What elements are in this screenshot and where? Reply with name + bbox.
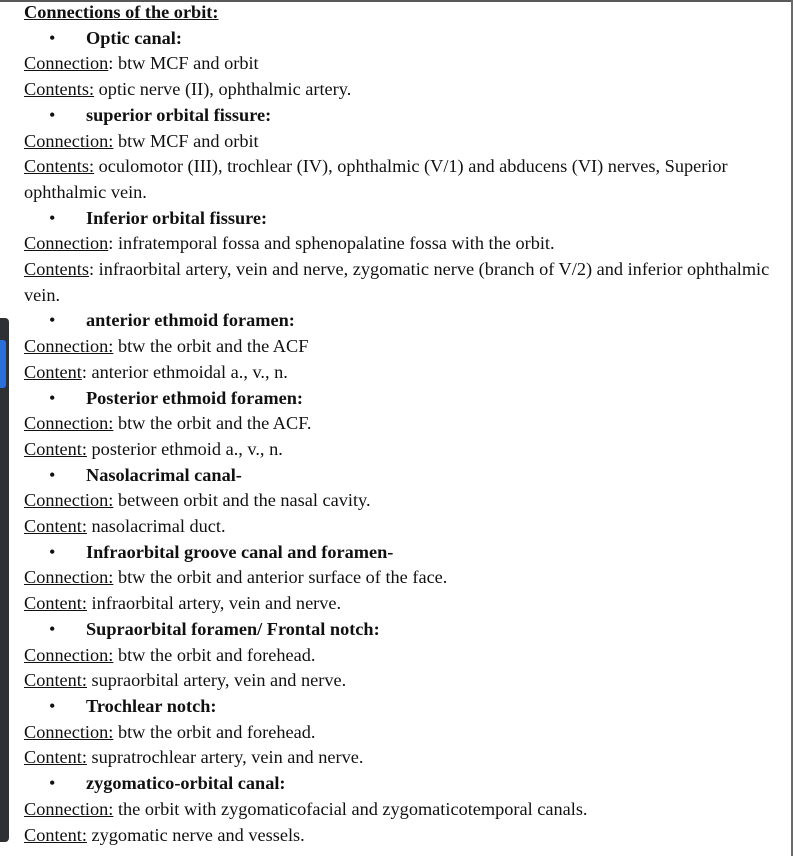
item-title-text: superior orbital fissure:: [86, 104, 272, 125]
connection-text: btw MCF and orbit: [113, 53, 259, 74]
connection-separator: :: [108, 53, 114, 74]
contents-line: [24, 745, 784, 771]
connection-line: [24, 488, 784, 514]
item-title-text: Inferior orbital fissure:: [86, 207, 268, 228]
bullet-icon: •: [49, 618, 56, 639]
connection-text: btw the orbit and the ACF.: [113, 413, 312, 434]
bullet-icon: •: [49, 695, 56, 716]
connection-label: Connection:: [24, 336, 114, 357]
connection-line: [24, 797, 784, 823]
bullet-icon: •: [49, 541, 56, 562]
item-title-text: Optic canal:: [86, 27, 182, 48]
item-title-text: Trochlear notch:: [86, 695, 217, 716]
contents-label: Content:: [24, 438, 87, 459]
contents-text: supraorbital artery, vein and nerve.: [86, 670, 347, 691]
list-item-title: [24, 617, 784, 643]
list-item-title: [24, 540, 784, 566]
connection-label: Connection:: [24, 413, 114, 434]
list-item-title: [24, 206, 784, 232]
contents-text: infraorbital artery, vein and nerve, zygomatic nerve (branch of V/2) and inferior ophthalmic vein.: [24, 259, 770, 305]
connection-line: [24, 643, 784, 669]
contents-line: [24, 77, 784, 103]
contents-label: Content:: [24, 747, 87, 768]
contents-line: [24, 360, 784, 386]
connection-label: Connection: [24, 53, 109, 74]
list-item-title: [24, 386, 784, 412]
connection-label: Connection:: [24, 644, 114, 665]
connection-text: btw the orbit and the ACF: [113, 336, 309, 357]
bullet-icon: •: [49, 27, 56, 48]
contents-label: Content:: [24, 516, 87, 537]
contents-label: Contents: [24, 259, 90, 280]
connection-line: [24, 129, 784, 155]
contents-line: [24, 154, 784, 205]
list-item-title: [24, 103, 784, 129]
bullet-icon: •: [49, 773, 56, 794]
list-item-title: [24, 26, 784, 52]
contents-text: optic nerve (II), ophthalmic artery.: [94, 79, 352, 100]
connection-text: btw the orbit and forehead.: [113, 644, 316, 665]
item-title-text: Supraorbital foramen/ Frontal notch:: [86, 618, 380, 639]
contents-text: nasolacrimal duct.: [86, 516, 226, 537]
contents-label: Content:: [24, 824, 87, 845]
connection-line: [24, 231, 784, 257]
contents-label: Contents:: [24, 156, 95, 177]
connection-text: between orbit and the nasal cavity.: [113, 490, 371, 511]
contents-label: Content:: [24, 593, 87, 614]
connection-text: btw the orbit and anterior surface of the face.: [113, 567, 448, 588]
document-body: [24, 0, 784, 848]
contents-line: [24, 591, 784, 617]
contents-text: supratrochlear artery, vein and nerve.: [86, 747, 364, 768]
connection-line: [24, 51, 784, 77]
contents-line: [24, 514, 784, 540]
item-title-text: zygomatico-orbital canal:: [86, 773, 286, 794]
contents-line: [24, 257, 784, 308]
connection-text: the orbit with zygomaticofacial and zygomaticotemporal canals.: [113, 798, 588, 819]
contents-line: [24, 437, 784, 463]
connection-line: [24, 411, 784, 437]
contents-text: infraorbital artery, vein and nerve.: [86, 593, 342, 614]
contents-separator: :: [89, 259, 95, 280]
connection-line: [24, 720, 784, 746]
contents-label: Content:: [24, 670, 87, 691]
connection-label: Connection:: [24, 567, 114, 588]
contents-line: [24, 823, 784, 849]
contents-label: Content: [24, 361, 82, 382]
contents-text: oculomotor (III), trochlear (IV), ophthalmic (V/1) and abducens (VI) nerves, Superior ophthalmic vein.: [24, 156, 728, 202]
bullet-icon: •: [49, 207, 56, 228]
contents-text: posterior ethmoid a., v., n.: [86, 438, 283, 459]
bullet-icon: •: [49, 464, 56, 485]
side-panel-active-tab[interactable]: [0, 340, 6, 388]
connection-label: Connection: [24, 233, 109, 254]
connection-text: btw MCF and orbit: [113, 130, 259, 151]
connection-label: Connection:: [24, 130, 114, 151]
bullet-icon: •: [49, 310, 56, 331]
bullet-icon: •: [49, 104, 56, 125]
list-item-title: [24, 694, 784, 720]
connection-label: Connection:: [24, 798, 114, 819]
list-item-title: [24, 308, 784, 334]
contents-text: anterior ethmoidal a., v., n.: [86, 361, 288, 382]
connection-line: [24, 565, 784, 591]
connection-label: Connection:: [24, 721, 114, 742]
contents-label: Contents:: [24, 79, 95, 100]
connection-line: [24, 334, 784, 360]
contents-line: [24, 668, 784, 694]
side-panel-handle[interactable]: [0, 318, 9, 842]
connection-label: Connection:: [24, 490, 114, 511]
list-item-title: [24, 771, 784, 797]
list-item-title: [24, 463, 784, 489]
item-title-text: Infraorbital groove canal and foramen-: [86, 541, 394, 562]
connection-text: infratemporal fossa and sphenopalatine fossa with the orbit.: [113, 233, 555, 254]
item-title-text: anterior ethmoid foramen:: [86, 310, 295, 331]
page-title: Connections of the orbit:: [24, 2, 219, 22]
connection-separator: :: [108, 233, 114, 254]
connections-list: [24, 26, 784, 849]
bullet-icon: •: [49, 387, 56, 408]
contents-text: zygomatic nerve and vessels.: [86, 824, 305, 845]
connection-text: btw the orbit and forehead.: [113, 721, 316, 742]
contents-separator: :: [81, 361, 87, 382]
item-title-text: Posterior ethmoid foramen:: [86, 387, 303, 408]
item-title-text: Nasolacrimal canal-: [86, 464, 242, 485]
